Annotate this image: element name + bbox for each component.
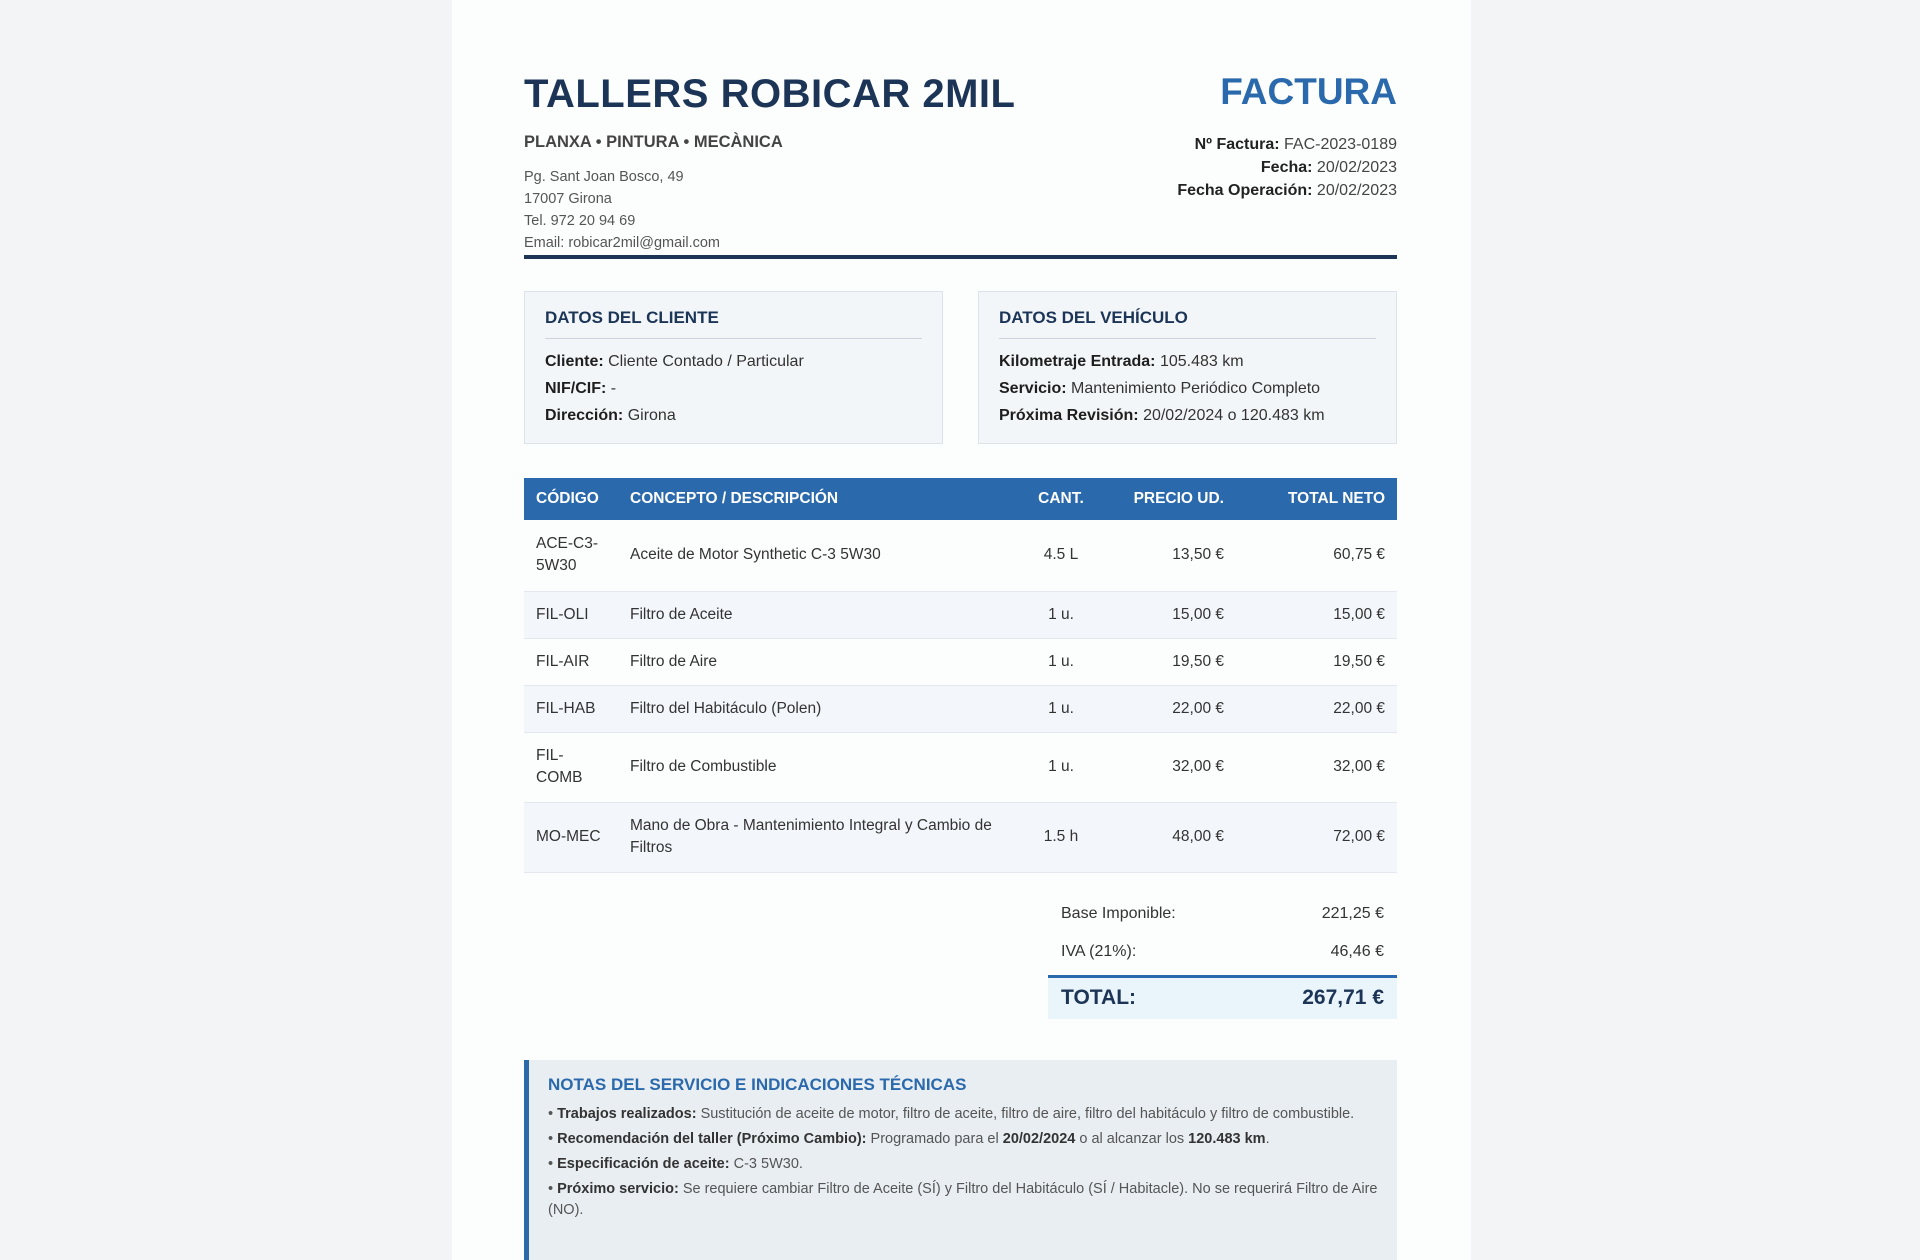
cell-net-total: 22,00 € — [1236, 685, 1397, 732]
company-email: Email: robicar2mil@gmail.com — [524, 235, 721, 251]
cell-code: FIL-OLI — [524, 591, 618, 638]
vehicle-km-label: Kilometraje Entrada: — [999, 353, 1156, 370]
note-item: • Trabajos realizados: Sustitución de aceite de motor, filtro de aceite, filtro de aire, filtro del habitáculo y filtro de combustible. — [548, 1106, 1355, 1122]
client-address: Girona — [627, 407, 676, 424]
header-unit-price: PRECIO UD. — [1108, 478, 1236, 520]
cell-code: FIL-HAB — [524, 685, 618, 732]
tax-value: 46,46 € — [1330, 943, 1384, 960]
cell-quantity: 1 u. — [1014, 638, 1108, 685]
cell-net-total: 32,00 € — [1236, 732, 1397, 802]
table-header-row — [524, 478, 1397, 520]
company-tagline: PLANXA • PINTURA • MECÀNICA — [524, 133, 783, 151]
cell-quantity: 1.5 h — [1014, 802, 1108, 872]
invoice-number-label: Nº Factura: — [1194, 136, 1280, 153]
subtotal-value: 221,25 € — [1321, 905, 1384, 922]
cell-code-text: FIL-COMB — [536, 747, 583, 786]
client-address-row — [545, 402, 804, 429]
cell-net-total: 15,00 € — [1236, 591, 1397, 638]
vehicle-next-row — [999, 402, 1325, 429]
document-title: FACTURA — [1220, 71, 1397, 112]
cell-code — [524, 520, 618, 591]
cell-description: Aceite de Motor Synthetic C-3 5W30 — [618, 520, 1014, 591]
address-city: 17007 Girona — [524, 191, 612, 207]
cell-unit-price: 19,50 € — [1108, 638, 1236, 685]
invoice-date: 20/02/2023 — [1316, 159, 1397, 176]
note-date: 20/02/2024 — [1002, 1131, 1076, 1147]
header-code: CÓDIGO — [524, 478, 618, 520]
cell-description: Mano de Obra - Mantenimiento Integral y Cambio de Filtros — [618, 802, 1014, 872]
client-name-row — [545, 348, 804, 375]
vehicle-service-label: Servicio: — [999, 380, 1067, 397]
tax-row — [1048, 933, 1397, 971]
invoice-meta — [1177, 133, 1397, 202]
subtotal-row — [1048, 895, 1397, 933]
cell-net-total: 60,75 € — [1236, 520, 1397, 591]
client-address-label: Dirección: — [545, 407, 624, 424]
cell-code — [524, 732, 618, 802]
header-description: CONCEPTO / DESCRIPCIÓN — [618, 478, 1014, 520]
invoice-number: FAC-2023-0189 — [1284, 136, 1397, 153]
note-label: Trabajos realizados: — [557, 1106, 697, 1122]
operation-date-row — [1177, 179, 1397, 202]
cell-unit-price: 15,00 € — [1108, 591, 1236, 638]
note-label: Especificación de aceite: — [557, 1156, 730, 1172]
header-divider — [524, 255, 1397, 259]
client-nif-label: NIF/CIF: — [545, 380, 607, 397]
vehicle-info-box — [978, 291, 1397, 444]
note-text: Sustitución de aceite de motor, filtro de aceite, filtro de aire, filtro del habitáculo y filtro de combustible. — [700, 1106, 1355, 1122]
totals-block — [1048, 895, 1397, 1009]
cell-description: Filtro del Habitáculo (Polen) — [618, 685, 1014, 732]
cell-unit-price: 48,00 € — [1108, 802, 1236, 872]
vehicle-next: 20/02/2024 o 120.483 km — [1143, 407, 1325, 424]
note-item: • Recomendación del taller (Próximo Cambio): Programado para el 20/02/2024 o al alcanzar los 120.483 km. — [548, 1131, 1270, 1147]
note-label: Recomendación del taller (Próximo Cambio): — [557, 1131, 867, 1147]
table-row — [524, 732, 1397, 802]
cell-quantity: 1 u. — [1014, 732, 1108, 802]
tax-label: IVA (21%): — [1061, 943, 1137, 960]
table-row — [524, 638, 1397, 685]
vehicle-divider — [999, 338, 1376, 339]
client-name-label: Cliente: — [545, 353, 604, 370]
note-text: Programado para el — [870, 1131, 999, 1147]
note-text: o al alcanzar los — [1079, 1131, 1185, 1147]
vehicle-km-row — [999, 348, 1325, 375]
cell-quantity: 1 u. — [1014, 591, 1108, 638]
table-row — [524, 591, 1397, 638]
notes-list — [548, 1104, 1379, 1225]
cell-code: FIL-AIR — [524, 638, 618, 685]
invoice-date-row — [1177, 156, 1397, 179]
table-row — [524, 802, 1397, 872]
header-quantity: CANT. — [1014, 478, 1108, 520]
cell-description: Filtro de Aceite — [618, 591, 1014, 638]
client-info-box — [524, 291, 943, 444]
grand-total-value: 267,71 € — [1302, 986, 1384, 1009]
address-street: Pg. Sant Joan Bosco, 49 — [524, 169, 684, 185]
operation-date: 20/02/2023 — [1316, 182, 1397, 199]
client-name: Cliente Contado / Particular — [608, 353, 804, 370]
note-item: • Próximo servicio: Se requiere cambiar Filtro de Aceite (SÍ) y Filtro del Habitáculo (SÍ / Habitacle). No se requerirá Filtro de Aire (NO). — [548, 1181, 1378, 1218]
note-label: Próximo servicio: — [557, 1181, 679, 1197]
line-items-table — [524, 478, 1397, 873]
table-row — [524, 520, 1397, 591]
header-net-total: TOTAL NETO — [1236, 478, 1397, 520]
note-text: Se requiere cambiar Filtro de Aceite (SÍ) y Filtro del Habitáculo (SÍ / Habitacle). No se requerirá Filtro de Aire (NO). — [548, 1181, 1378, 1218]
service-notes — [524, 1060, 1397, 1260]
invoice-number-row — [1177, 133, 1397, 156]
vehicle-service-row — [999, 375, 1325, 402]
vehicle-service: Mantenimiento Periódico Completo — [1071, 380, 1321, 397]
cell-description: Filtro de Aire — [618, 638, 1014, 685]
grand-total-row — [1048, 975, 1397, 1019]
cell-quantity: 4.5 L — [1014, 520, 1108, 591]
operation-date-label: Fecha Operación: — [1177, 182, 1313, 199]
company-name: TALLERS ROBICAR 2MIL — [524, 72, 1016, 116]
client-divider — [545, 338, 922, 339]
note-km: 120.483 km — [1188, 1131, 1266, 1147]
cell-description: Filtro de Combustible — [618, 732, 1014, 802]
cell-unit-price: 22,00 € — [1108, 685, 1236, 732]
subtotal-label: Base Imponible: — [1061, 905, 1176, 922]
note-item: • Especificación de aceite: C-3 5W30. — [548, 1156, 803, 1172]
company-phone: Tel. 972 20 94 69 — [524, 213, 636, 229]
grand-total-label: TOTAL: — [1061, 986, 1137, 1009]
cell-code: MO-MEC — [524, 802, 618, 872]
client-nif: - — [610, 380, 617, 397]
vehicle-km: 105.483 km — [1159, 353, 1244, 370]
cell-code-text: ACE-C3-5W30 — [536, 535, 599, 575]
client-heading: DATOS DEL CLIENTE — [545, 308, 719, 327]
invoice-page — [452, 0, 1471, 1260]
company-address-block — [524, 166, 720, 254]
vehicle-next-label: Próxima Revisión: — [999, 407, 1139, 424]
notes-heading: NOTAS DEL SERVICIO E INDICACIONES TÉCNICAS — [548, 1075, 967, 1094]
cell-unit-price: 32,00 € — [1108, 732, 1236, 802]
client-nif-row — [545, 375, 804, 402]
cell-net-total: 72,00 € — [1236, 802, 1397, 872]
vehicle-heading: DATOS DEL VEHÍCULO — [999, 308, 1188, 327]
table-row — [524, 685, 1397, 732]
cell-net-total: 19,50 € — [1236, 638, 1397, 685]
cell-unit-price: 13,50 € — [1108, 520, 1236, 591]
invoice-date-label: Fecha: — [1260, 159, 1313, 176]
note-text: C-3 5W30. — [733, 1156, 803, 1172]
cell-quantity: 1 u. — [1014, 685, 1108, 732]
